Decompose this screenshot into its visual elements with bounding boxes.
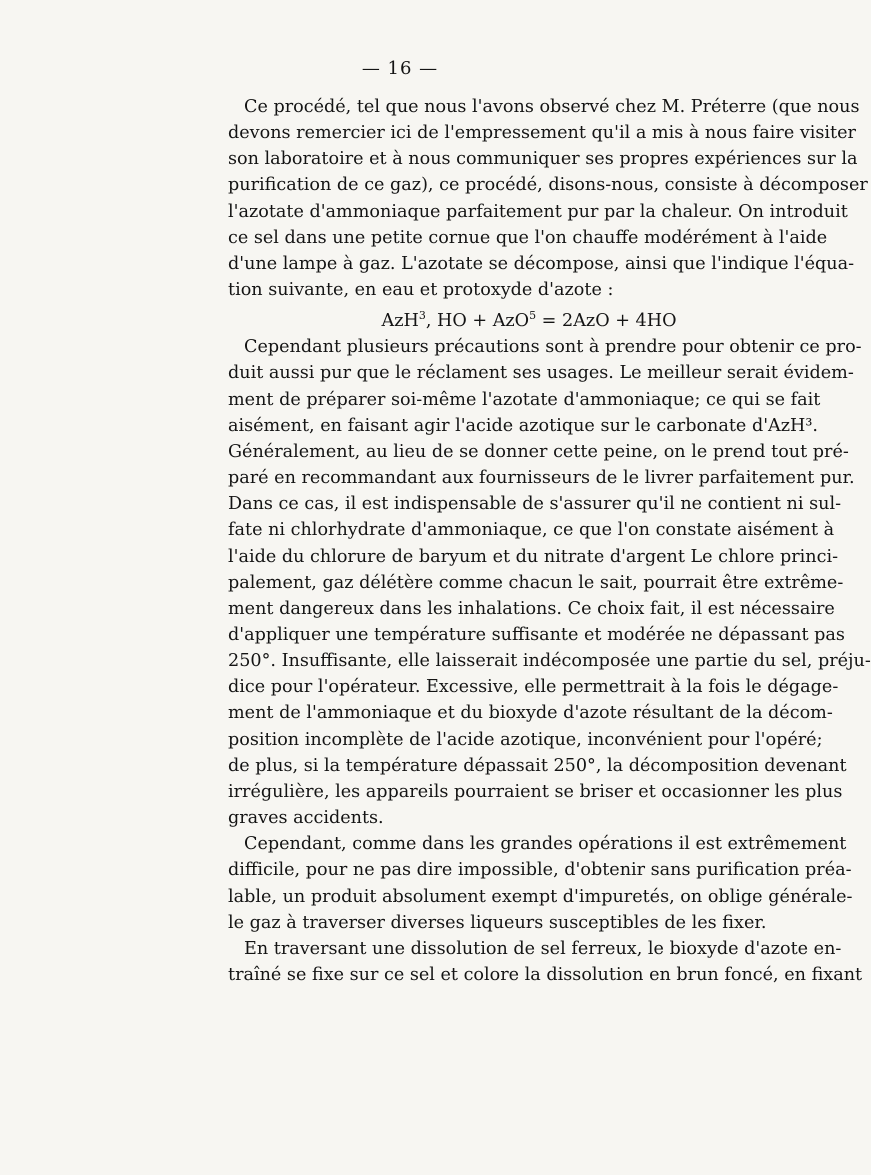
text-line: aisément, en faisant agir l'acide azotique sur le carbonate d'AzH³.	[228, 415, 819, 436]
text-line: traîné se fixe sur ce sel et colore la dissolution en brun foncé, en fixant	[228, 965, 863, 986]
text-line: paré en recommandant aux fournisseurs de le livrer parfaitement pur.	[228, 468, 855, 489]
text-line: tion suivante, en eau et protoxyde d'azote :	[228, 280, 614, 301]
text-line: d'une lampe à gaz. L'azotate se décompose, ainsi que l'indique l'équa-	[228, 253, 855, 274]
text-line: lable, un produit absolument exempt d'impuretés, on oblige générale-	[228, 886, 853, 907]
equation-part: = 2AzO + 4HO	[536, 311, 677, 332]
text-line: ment dangereux dans les inhalations. Ce choix fait, il est nécessaire	[228, 598, 835, 619]
text-line: position incomplète de l'acide azotique, inconvénient pour l'opéré;	[228, 729, 823, 750]
text-line: Cependant, comme dans les grandes opérations il est extrêmement	[244, 834, 847, 855]
text-line: Ce procédé, tel que nous l'avons observé chez M. Préterre (que nous	[244, 97, 860, 117]
text-line: dice pour l'opérateur. Excessive, elle permettrait à la fois le dégage-	[228, 677, 839, 698]
text-line: difficile, pour ne pas dire impossible, d'obtenir sans purification préa-	[228, 860, 852, 881]
text-line: graves accidents.	[228, 808, 384, 829]
text-line: 250°. Insuffisante, elle laisserait indécomposée une partie du sel, préju-	[228, 651, 871, 672]
text-line: ce sel dans une petite cornue que l'on chauffe modérément à l'aide	[228, 227, 828, 248]
text-line: de plus, si la température dépassait 250°, la décomposition devenant	[228, 755, 847, 776]
equation-part: , HO + AzO	[425, 311, 530, 332]
equation-part: AzH	[381, 311, 419, 332]
text-line: fate ni chlorhydrate d'ammoniaque, ce que l'on constate aisément à	[228, 520, 835, 541]
text-line: d'appliquer une température suffisante et modérée ne dépassant pas	[228, 624, 845, 645]
text-line: duit aussi pur que le réclament ses usages. Le meilleur serait évidem-	[228, 363, 854, 384]
text-line: purification de ce gaz), ce procédé, disons-nous, consiste à décomposer	[228, 175, 868, 196]
text-line: palement, gaz délétère comme chacun le sait, pourrait être extrême-	[228, 572, 844, 593]
text-line: Dans ce cas, il est indispensable de s'assurer qu'il ne contient ni sul-	[228, 494, 842, 515]
text-line: ment de préparer soi-même l'azotate d'ammoniaque; ce qui se fait	[228, 389, 821, 410]
equation-superscript: 3	[418, 309, 426, 323]
text-line: ment de l'ammoniaque et du bioxyde d'azote résultant de la décom-	[228, 703, 833, 724]
chemical-equation	[228, 303, 790, 334]
text-line: Généralement, au lieu de se donner cette peine, on le prend tout pré-	[228, 441, 849, 462]
text-line: l'azotate d'ammoniaque parfaitement pur par la chaleur. On introduit	[228, 201, 848, 222]
page-number: — 16 —	[361, 58, 439, 79]
equation-superscript: 5	[529, 309, 537, 323]
body-text	[228, 94, 871, 988]
text-line: irrégulière, les appareils pourraient se briser et occasionner les plus	[228, 781, 843, 802]
text-line: Cependant plusieurs précautions sont à prendre pour obtenir ce pro-	[244, 337, 862, 358]
text-line: le gaz à traverser diverses liqueurs susceptibles de les fixer.	[228, 912, 767, 933]
text-line: devons remercier ici de l'empressement qu'il a mis à nous faire visiter	[228, 123, 856, 144]
text-line: En traversant une dissolution de sel ferreux, le bioxyde d'azote en-	[244, 938, 842, 959]
text-line: son laboratoire et à nous communiquer ses propres expériences sur la	[228, 149, 858, 170]
text-line: l'aide du chlorure de baryum et du nitrate d'argent Le chlore princi-	[228, 546, 839, 567]
